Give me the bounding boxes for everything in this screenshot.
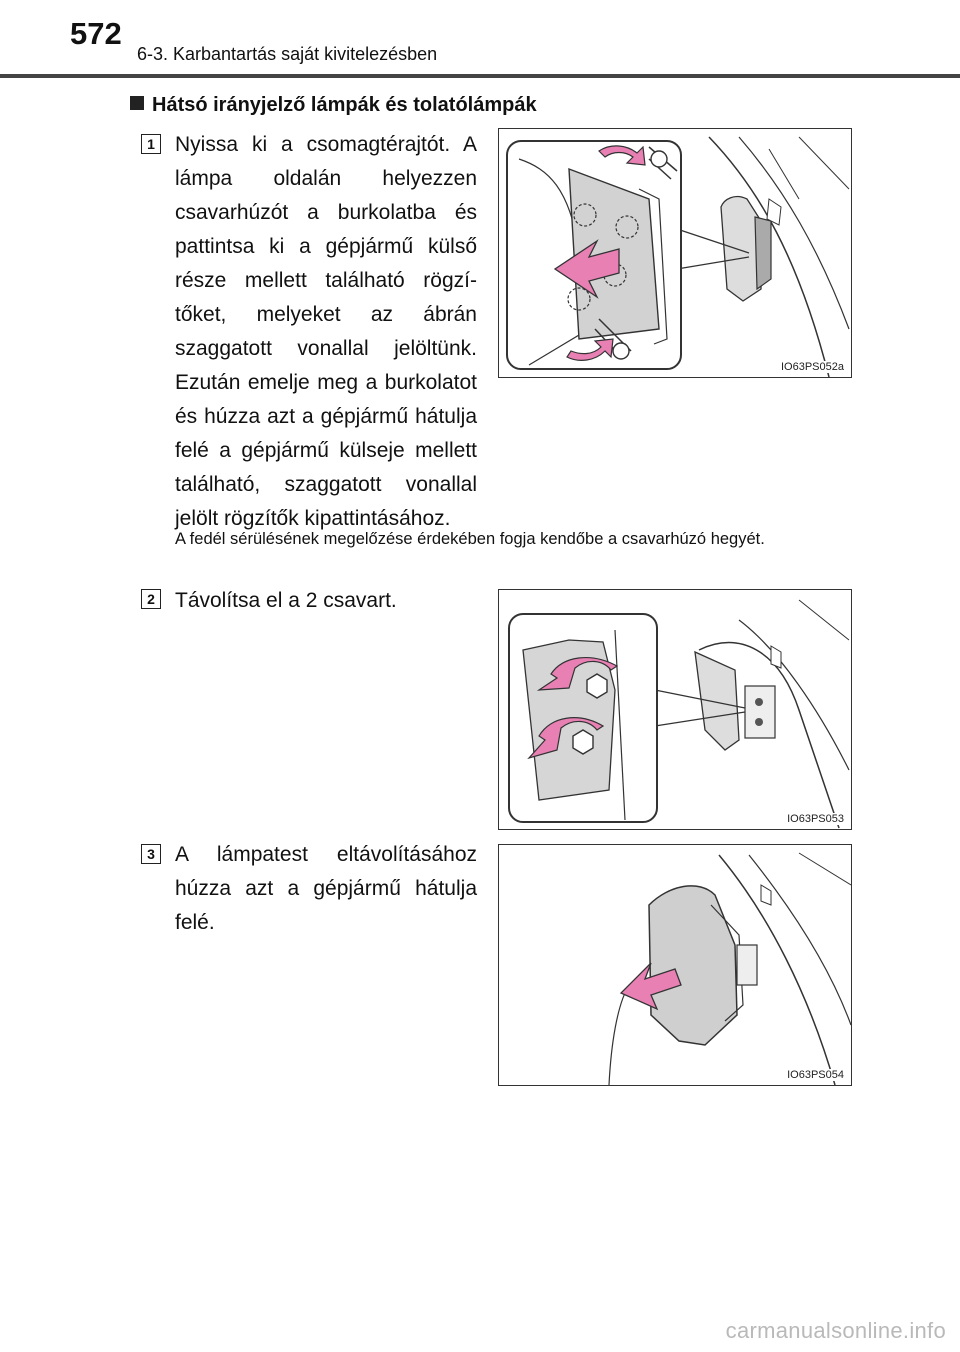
- figure-2-illustration: [499, 590, 852, 830]
- watermark: carmanualsonline.info: [725, 1318, 946, 1343]
- step-badge-2: 2: [141, 589, 161, 609]
- step-badge-3: 3: [141, 844, 161, 864]
- page-number: 572: [70, 16, 122, 51]
- figure-3-illustration: [499, 845, 852, 1086]
- figure-1-illustration: [499, 129, 852, 378]
- figure-2-code: IO63PS053: [787, 813, 844, 825]
- step-text-2: Távolítsa el a 2 csavart.: [175, 589, 397, 612]
- figure-1-code: IO63PS052a: [781, 361, 844, 373]
- square-bullet-icon: [130, 96, 144, 110]
- step-text-3: A lámpatest eltávolításához húzza azt a gépjármű hátulja felé.: [175, 843, 477, 934]
- step-badge-1: 1: [141, 134, 161, 154]
- figure-2: [498, 589, 852, 830]
- step-text-1: Nyissa ki a csomagtérajtót. A lámpa oldalán helyezzen csavarhúzót a burkolatba és pattintsa ki a gépjármű külső része mellett található rögzítőket, melyeket az ábrán szaggatott vonallal jelöltünk. Ezután emelje meg a burkolatot és húzza azt a gépjármű hátulja felé a gépjármű külseje mellett található, szaggatott vonallal jelölt rögzítők kipattintásához.: [175, 133, 477, 530]
- section-heading-text: Hátsó irányjelző lámpák és tolatólámpák: [152, 94, 537, 116]
- figure-1: [498, 128, 852, 378]
- figure-3: [498, 844, 852, 1086]
- chapter-title: 6-3. Karbantartás saját kivitelezésben: [137, 44, 438, 64]
- figure-3-code: IO63PS054: [787, 1069, 844, 1081]
- screw-icon: [587, 674, 607, 698]
- section-heading: [130, 94, 537, 117]
- screw-icon: [573, 730, 593, 754]
- caution-note: A fedél sérülésének megelőzése érdekében fogja kendőbe a csavarhúzó hegyét.: [175, 530, 765, 548]
- header-rule: [0, 74, 960, 78]
